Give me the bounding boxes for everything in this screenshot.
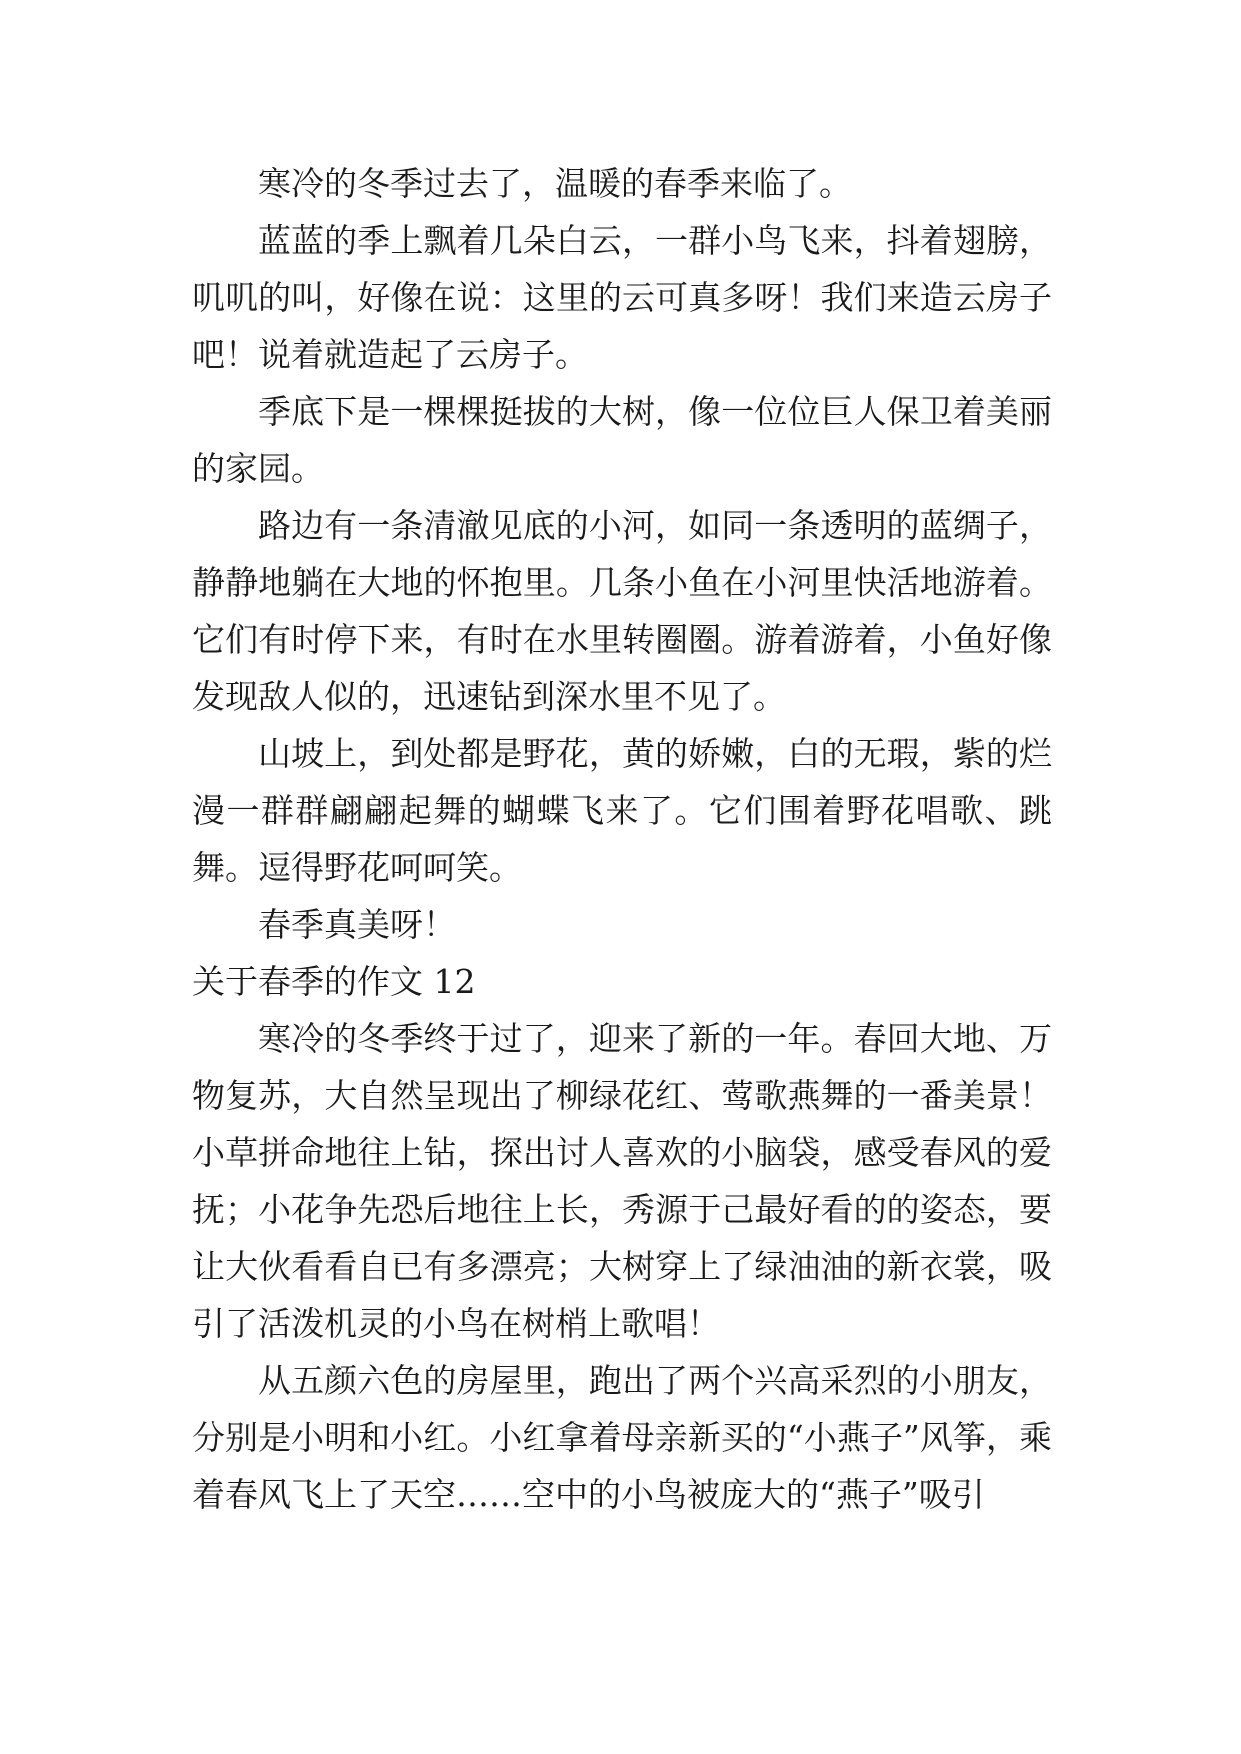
paragraph: 山坡上，到处都是野花，黄的娇嫩，白的无瑕，紫的烂漫一群群翩翩起舞的蝴蝶飞来了。它们围着野花唱歌、跳舞。逗得野花呵呵笑。 [192, 734, 1052, 887]
paragraph: 从五颜六色的房屋里，跑出了两个兴高采烈的小朋友，分别是小明和小红。小红拿着母亲新买的“小燕子”风筝，乘着春风飞上了天空……空中的小鸟被庞大的“燕子”吸引 [192, 1361, 1052, 1514]
paragraph: 寒冷的冬季过去了，温暖的春季来临了。 [258, 164, 852, 203]
paragraph: 季底下是一棵棵挺拔的大树，像一位位巨人保卫着美丽的家园。 [192, 392, 1052, 488]
document-body [192, 155, 1052, 1523]
essay-heading: 关于春季的作文 12 [192, 962, 476, 1001]
paragraph: 路边有一条清澈见底的小河，如同一条透明的蓝绸子，静静地躺在大地的怀抱里。几条小鱼在小河里快活地游着。它们有时停下来，有时在水里转圈圈。游着游着，小鱼好像发现敌人似的，迅速钻到深水里不见了。 [192, 506, 1052, 716]
paragraph: 寒冷的冬季终于过了，迎来了新的一年。春回大地、万物复苏，大自然呈现出了柳绿花红、莺歌燕舞的一番美景！小草拼命地往上钻，探出讨人喜欢的小脑袋，感受春风的爱抚；小花争先恐后地往上长，秀源于己最好看的的姿态，要让大伙看看自已有多漂亮；大树穿上了绿油油的新衣裳，吸引了活泼机灵的小鸟在树梢上歌唱！ [192, 1019, 1052, 1343]
paragraph: 春季真美呀！ [258, 905, 456, 944]
paragraph: 蓝蓝的季上飘着几朵白云，一群小鸟飞来，抖着翅膀，叽叽的叫，好像在说：这里的云可真多呀！我们来造云房子吧！说着就造起了云房子。 [192, 221, 1052, 374]
